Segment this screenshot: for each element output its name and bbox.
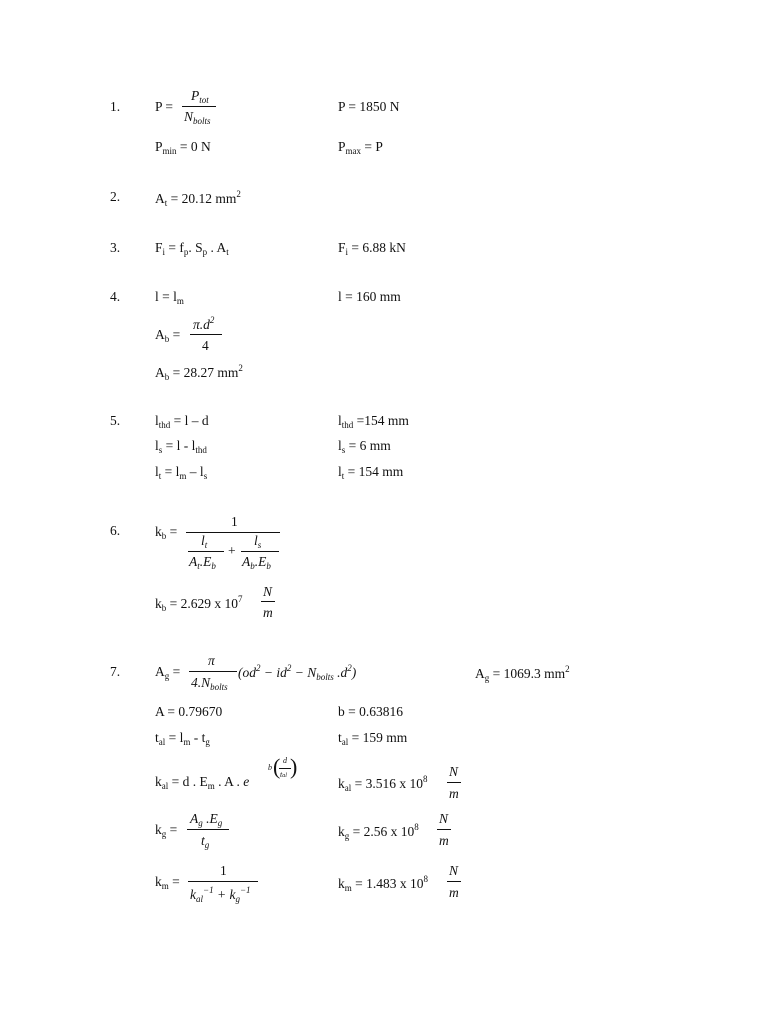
result-ls: $l_s = 6$ mm (338, 438, 391, 455)
formula-km-denominator: $k_{al}^{-1} + k_g^{-1}$ (190, 885, 251, 904)
formula-p-lhs: P = (155, 99, 173, 114)
formula-pmax: $P_{max} = P$ (338, 139, 383, 156)
formula-kg-numerator: $A_g$ $.E_g$ (190, 811, 223, 828)
fraction-bar (190, 334, 222, 335)
formula-p-denominator: $N_{bolts}$ (184, 109, 211, 126)
unit-numerator: N (449, 764, 459, 779)
fraction-bar (241, 551, 279, 552)
exponent-tal: tal (280, 770, 287, 779)
formula-p-numerator: $P_{tot}$ (191, 88, 209, 105)
formula-ab-numerator: $\pi.d^2$ (193, 315, 215, 332)
result-l: l = 160 mm (338, 289, 401, 304)
exponent-b: b (268, 763, 272, 772)
step-number: 5. (110, 413, 121, 428)
formula-lt: $l_t = l_m - l_s$ (155, 464, 208, 481)
fraction-bar (447, 782, 461, 783)
step-number: 3. (110, 240, 121, 255)
result-p: P = 1850 N (338, 99, 400, 114)
formula-fi: $F_i = f_p$. $S_p$ . $A_t$ (155, 240, 229, 257)
formula-kb-lhs: $k_b$ = (155, 524, 178, 541)
formula-km-numerator: 1 (220, 863, 227, 878)
formula-kg-denominator: $t_g$ (201, 833, 210, 850)
plus-sign: + (228, 543, 236, 558)
fraction-bar (182, 106, 216, 107)
unit-denominator: m (449, 786, 459, 801)
step-number: 1. (110, 99, 121, 114)
formula-tal: $t_{al} = l_m - t_g$ (155, 730, 210, 747)
formula-ag-parenthetical: ($od^2 - id^2 - N_{bolts}$ $.d^2$) (238, 663, 357, 682)
formula-kb-s-numerator: $l_s$ (254, 533, 262, 550)
fraction-bar (189, 671, 237, 672)
formula-ab-denominator: 4 (202, 338, 209, 353)
formula-kb-t-denominator: $A_t.E_b$ (189, 554, 216, 571)
exponent-paren: ( (273, 754, 281, 779)
fraction-bar (447, 881, 461, 882)
step-number: 2. (110, 189, 121, 204)
formula-kb-numerator: 1 (231, 514, 238, 529)
fraction-bar (188, 551, 224, 552)
formula-ag-lhs: $A_g$ = (155, 664, 181, 681)
formula-ag-denominator: $4.N_{bolts}$ (191, 675, 228, 692)
formula-kb-s-denominator: $A_b.E_b$ (242, 554, 271, 571)
unit-denominator: m (263, 605, 273, 620)
result-lt: $l_t = 154$ mm (338, 464, 404, 481)
step-number: 6. (110, 523, 121, 538)
formula-kb-t-numerator: $l_t$ (201, 533, 208, 550)
exponent-d: d (283, 756, 287, 765)
formula-ls: $l_s = l - l_{thd}$ (155, 438, 207, 455)
formula-kb-result: $k_b = 2.629$ x $10^7$ (155, 594, 243, 613)
result-kg: $k_g = 2.56$ x $10^8$ (338, 822, 419, 841)
unit-numerator: N (439, 811, 449, 826)
fraction-bar (437, 829, 451, 830)
constant-b: b = 0.63816 (338, 704, 403, 719)
formula-kal: $k_{al} = d$ . $E_m$ . A . e (155, 774, 250, 791)
step-number: 7. (110, 664, 121, 679)
fraction-bar (261, 601, 275, 602)
formula-pmin: $P_{min} = 0$ N (155, 139, 211, 156)
unit-numerator: N (263, 584, 273, 599)
formula-ab-result: $A_b = 28.27$ $mm^2$ (155, 363, 243, 382)
formula-ab-lhs: $A_b$ = (155, 327, 181, 344)
fraction-bar (187, 829, 229, 830)
formula-at: $A_t = 20.12$ $mm^2$ (155, 189, 241, 208)
formula-kg-lhs: $k_g$ = (155, 822, 178, 839)
unit-numerator: N (449, 863, 459, 878)
result-kal: $k_{al} = 3.516$ x $10^8$ (338, 774, 428, 793)
unit-denominator: m (439, 833, 449, 848)
fraction-bar (188, 881, 258, 882)
exponent-paren: ) (290, 754, 298, 779)
result-ag: $A_g = 1069.3$ $mm^2$ (475, 664, 570, 683)
formula-lthd: $l_{thd} = l - d$ (155, 413, 209, 430)
constant-a: A = 0.79670 (155, 704, 223, 719)
result-lthd: $l_{thd} =154$ mm (338, 413, 409, 430)
result-km: $k_m = 1.483$ x $10^8$ (338, 874, 429, 893)
result-tal: $t_{al} = 159$ mm (338, 730, 408, 747)
formula-l: $l = l_m$ (155, 289, 184, 306)
step-number: 4. (110, 289, 121, 304)
formula-km-lhs: $k_m$ = (155, 874, 180, 891)
result-fi: $F_i = 6.88$ kN (338, 240, 406, 257)
formula-ag-numerator: π (208, 653, 215, 668)
unit-denominator: m (449, 885, 459, 900)
